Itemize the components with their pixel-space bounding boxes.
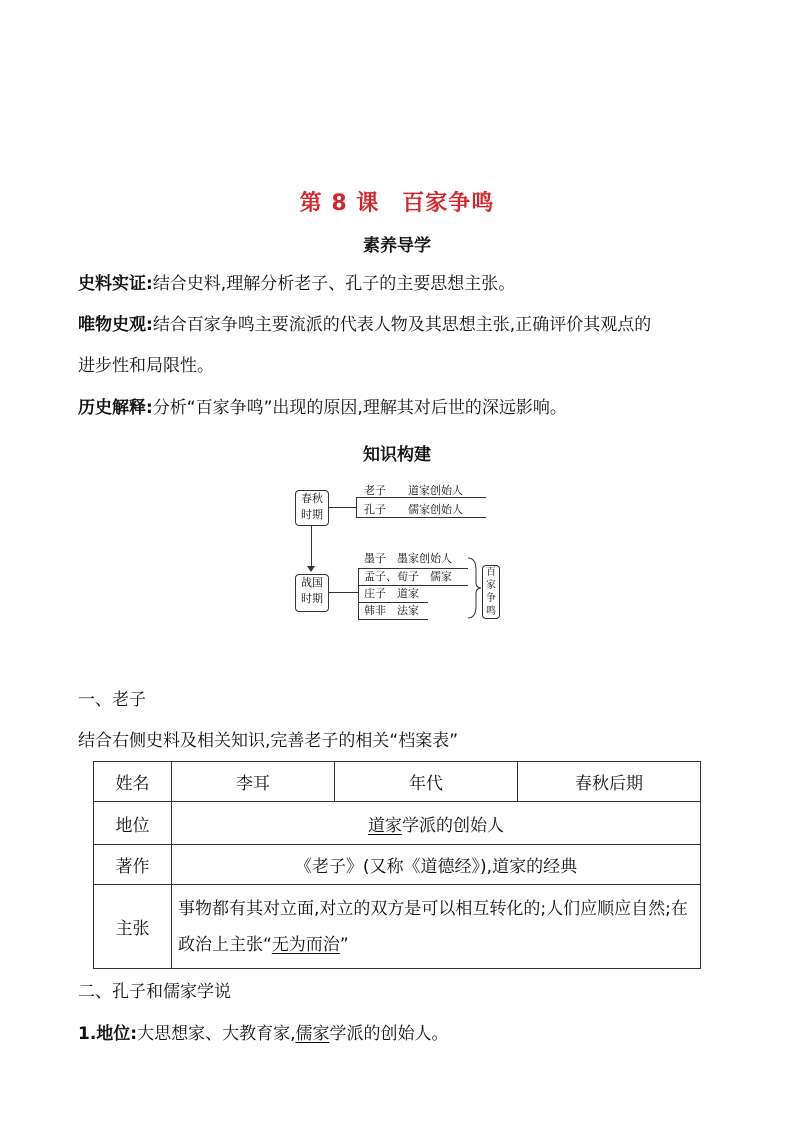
- item-label: 1.地位:: [78, 1024, 138, 1044]
- guide-label: 历史解释:: [78, 398, 153, 418]
- name-value: 李耳: [172, 762, 335, 802]
- diagram-row-mengzi: 孟子、荀子 儒家: [364, 570, 452, 583]
- arrow-down-icon: [307, 566, 315, 572]
- claims-label: 主张: [94, 885, 172, 969]
- part1-heading: 一、老子: [78, 690, 146, 710]
- works-value: 《老子》(又称《道德经》),道家的经典: [172, 845, 701, 885]
- guide-item-1: [78, 274, 718, 294]
- guide-label: 史料实证:: [78, 274, 153, 294]
- row-line: [358, 568, 468, 569]
- lesson-title: 第 8 课 百家争鸣: [299, 191, 495, 216]
- diagram-row-laozi: 老子 道家创始人: [364, 484, 463, 497]
- row-line: [356, 497, 486, 498]
- row-line: [358, 602, 428, 603]
- table-row: [94, 885, 701, 969]
- part2-heading: 二、孔子和儒家学说: [78, 982, 231, 1002]
- table-row: [94, 802, 701, 845]
- claims-value: [172, 885, 701, 969]
- summary-box: 百 家 争 鸣: [482, 565, 500, 619]
- item-post: 学派的创始人。: [329, 1024, 449, 1044]
- guide-text: 结合百家争鸣主要流派的代表人物及其思想主张,正确评价其观点的: [152, 315, 652, 335]
- laozi-archive-table: [93, 761, 701, 969]
- guide-item-2: [78, 315, 718, 335]
- connector-line: [328, 507, 356, 508]
- curly-brace-icon: [466, 556, 482, 620]
- row-line: [358, 585, 468, 586]
- diagram-row-kongzi: 孔子 儒家创始人: [364, 503, 463, 516]
- claims-pre: 事物都有其对立面,对立的双方是可以相互转化的;人们应顺应自然;在政治上主张“: [178, 898, 688, 955]
- section-knowledge-heading: 知识构建: [363, 445, 431, 465]
- claims-post: ”: [339, 934, 349, 955]
- guide-label: 唯物史观:: [78, 315, 153, 335]
- status-label: 地位: [94, 802, 172, 845]
- claims-fill: 无为而治: [271, 934, 340, 955]
- guide-text: 分析“百家争鸣”出现的原因,理解其对后世的深远影响。: [152, 398, 567, 418]
- diagram-row-hanfei: 韩非 法家: [364, 604, 419, 617]
- part1-intro: 结合右侧史料及相关知识,完善老子的相关“档案表”: [78, 731, 459, 751]
- guide-item-2-cont: 进步性和局限性。: [78, 356, 214, 376]
- status-value: [172, 802, 701, 845]
- status-fill: 道家: [368, 815, 402, 836]
- table-row: [94, 762, 701, 802]
- arrow-line: [311, 525, 312, 569]
- bracket-line: [356, 497, 357, 517]
- diagram-row-zhuangzi: 庄子 道家: [364, 587, 419, 600]
- item-pre: 大思想家、大教育家,: [137, 1024, 296, 1044]
- diagram-row-mozi: 墨子 墨家创始人: [364, 552, 452, 565]
- guide-text: 结合史料,理解分析老子、孔子的主要思想主张。: [152, 274, 516, 294]
- section-guide-heading: 素养导学: [363, 236, 431, 256]
- works-label: 著作: [94, 845, 172, 885]
- table-row: [94, 845, 701, 885]
- connector-line: [328, 592, 358, 593]
- era-value: 春秋后期: [518, 762, 701, 802]
- period-zhanguo-box: 战国 时期: [295, 574, 329, 612]
- row-line: [358, 619, 428, 620]
- era-label: 年代: [335, 762, 518, 802]
- part2-item-1: [78, 1024, 718, 1044]
- item-fill: 儒家: [295, 1024, 330, 1044]
- name-label: 姓名: [94, 762, 172, 802]
- bracket-line: [358, 568, 359, 619]
- period-chunqiu-box: 春秋 时期: [295, 490, 329, 526]
- row-line: [356, 517, 486, 518]
- status-rest: 学派的创始人: [402, 815, 504, 836]
- guide-item-3: [78, 398, 718, 418]
